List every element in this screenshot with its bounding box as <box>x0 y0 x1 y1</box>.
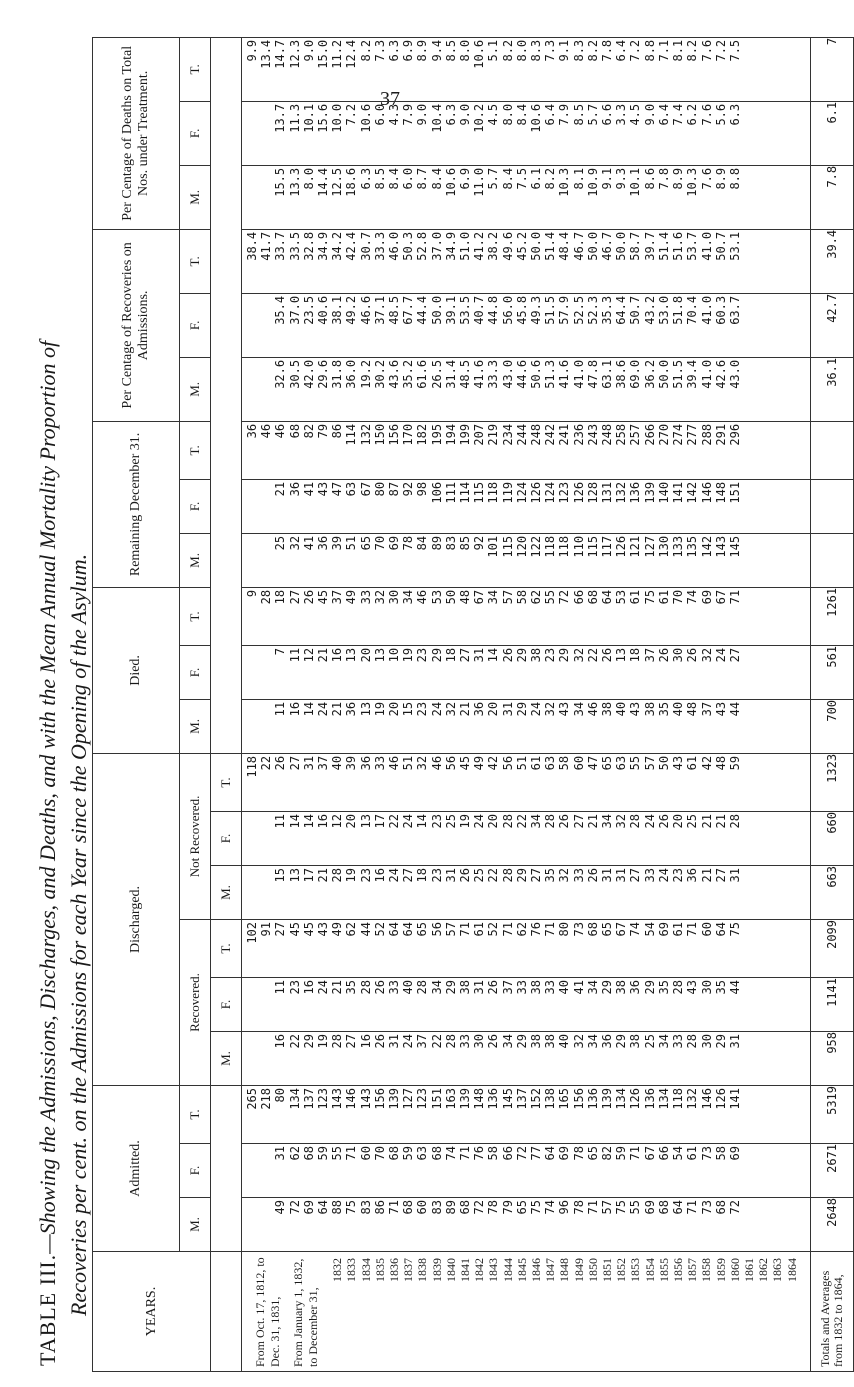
admitted-f-header: F. <box>180 1144 211 1198</box>
total-dthpct-f: 6.1 <box>811 101 854 165</box>
years-list: 1832 1833 1834 1835 1836 1837 1838 1839 1840 1841 1842 1843 1844 1845 1846 1847 1848 1849 1850 1851 1852 1853 1854 1855 1856 1857 1858 1859 1860 1861 1862 1863 1864 <box>330 1258 799 1282</box>
admitted-m-header: M. <box>180 1198 211 1252</box>
total-died-m: 700 <box>811 699 854 753</box>
total-dthpct-m: 7.8 <box>811 165 854 229</box>
recovered-f-values: 11 23 16 24 21 35 28 26 33 40 28 34 29 38 31 26 37 33 38 33 40 41 34 29 38 36 29 35 28 43 30 35 44 <box>273 979 742 995</box>
total-recpct-f: 42.7 <box>811 293 854 357</box>
died-t-header: T. <box>180 587 211 645</box>
recpct-m-header: M. <box>180 357 211 421</box>
period-1864-label: From January 1, 1832, to December 31, <box>291 1258 321 1367</box>
recpct-t-values: 38.4 41.7 33.7 33.5 32.8 34.9 34.2 42.4 30.7 33.3 46.0 50.3 52.8 37.0 34.9 51.0 41.2 38.2 49.6 45.2 50.0 51.4 48.4 46.7 50.0 46.7 50.0 58.7 39.7 51.4 51.6 53.7 41.0 50.7 53.1 <box>245 231 742 261</box>
not-rec-m-values: 15 13 17 21 28 19 23 16 24 27 18 23 31 26 25 22 28 29 27 35 32 33 26 31 31 27 33 24 23 36 21 27 31 <box>273 867 742 883</box>
totals-row <box>811 37 854 1371</box>
title-line-2: Recoveries per cent. on the Admissions for each Year since the Opening of the Asylum. <box>66 553 91 1316</box>
rem-t-header: T. <box>180 421 211 479</box>
recpct-t-header: T. <box>180 229 211 293</box>
not-rec-t-values: 118 22 26 27 31 37 40 39 36 33 46 51 32 46 56 45 49 42 56 51 61 63 58 60 47 65 63 55 57 50 43 61 42 48 59 <box>245 755 742 778</box>
total-dthpct-t: 7 <box>811 37 854 101</box>
title-line-1: —Showing the Admissions, Discharges, and Deaths, and with the Mean Annual Mortality Proportion of <box>35 340 60 1254</box>
page-number: 37 <box>380 88 400 110</box>
died-f-values: 7 11 12 21 16 13 20 13 10 19 23 29 18 27 31 14 26 29 38 23 29 32 22 26 13 18 37 26 30 26 32 24 27 <box>273 647 742 663</box>
rem-m-header: M. <box>180 533 211 587</box>
totals-label: Totals and Averages from 1832 to 1864, <box>811 1252 854 1372</box>
rem-m-values: 25 32 41 36 39 51 65 70 69 78 84 89 83 85 92 101 115 120 122 118 118 110 115 117 126 121 127 130 133 135 142 143 145 <box>273 535 742 558</box>
dthpct-t-values: 9.9 13.4 14.7 12.3 9.0 15.0 11.2 12.4 8.2 7.3 6.3 6.9 8.9 9.4 8.5 8.0 10.6 5.1 8.2 8.0 8.3 7.3 9.1 8.3 8.2 7.8 6.4 7.2 8.8 7.1 8.1 8.2 7.6 7.2 7.5 <box>245 39 742 69</box>
recpct-m-values: 32.6 30.5 42.0 29.6 31.8 36.0 19.2 30.2 43.6 35.2 61.6 26.5 31.4 48.5 41.6 33.3 43.0 44.6 50.6 51.3 41.6 41.0 47.8 63.1 38.6 69.0 36.2 50.0 51.5 39.4 41.0 42.6 43.0 <box>273 359 742 389</box>
admitted-f-values: 31 62 68 59 55 71 60 70 68 59 63 68 74 71 76 58 66 72 77 64 69 78 65 82 59 71 67 66 54 61 73 58 69 <box>273 1146 742 1161</box>
total-recovered-t: 2099 <box>811 919 854 977</box>
recovered-t-values: 102 91 27 45 45 43 49 62 44 52 64 64 65 56 57 71 61 52 71 62 76 71 80 73 68 65 67 74 54 69 61 71 60 64 75 <box>245 921 742 944</box>
admitted-spacer <box>211 1085 242 1251</box>
total-admitted-m: 2648 <box>811 1198 854 1252</box>
header-died: Died. <box>93 587 180 753</box>
recpct-f-header: F. <box>180 293 211 357</box>
died-f-header: F. <box>180 645 211 699</box>
total-died-t: 1261 <box>811 587 854 645</box>
header-not-recovered: Not Recovered. <box>180 753 211 919</box>
total-admitted-f: 2671 <box>811 1144 854 1198</box>
total-admitted-t: 5319 <box>811 1085 854 1143</box>
died-m-values: 11 16 14 24 21 36 13 19 20 15 23 24 32 21 36 20 31 29 24 32 43 34 46 38 40 43 38 35 40 48 37 43 44 <box>273 701 742 717</box>
recovered-f-header: F. <box>211 977 242 1031</box>
header-admitted: Admitted. <box>93 1085 180 1251</box>
not-rec-m-header: M. <box>211 865 242 919</box>
total-not-rec-m: 663 <box>811 865 854 919</box>
recovered-m-header: M. <box>211 1031 242 1085</box>
dthpct-m-values: 15.5 13.3 8.0 14.4 12.5 18.6 6.3 8.5 8.4 6.0 8.7 8.4 10.6 6.9 11.0 5.7 8.4 7.5 6.1 8.2 10.3 8.1 10.9 9.1 9.3 10.1 8.6 7.8 8.9 10.3 7.6 8.9 8.8 <box>273 167 742 197</box>
not-rec-t-header: T. <box>211 753 242 811</box>
statistics-table-rotated <box>92 37 845 1372</box>
not-rec-f-header: F. <box>211 811 242 865</box>
admitted-t-header: T. <box>180 1085 211 1143</box>
header-recovered: Recovered. <box>180 919 211 1085</box>
total-rem-t <box>811 421 854 479</box>
table-title <box>32 56 94 1366</box>
header-deaths-percentage: Per Centage of Deaths on Total Nos. under Treatment. <box>93 37 180 229</box>
total-not-rec-t: 1323 <box>811 753 854 811</box>
not-rec-f-values: 11 14 14 16 12 20 13 17 22 24 14 23 25 19 24 20 28 22 34 28 26 27 21 34 32 28 24 26 20 25 21 21 28 <box>273 813 742 829</box>
dthpct-m-header: M. <box>180 165 211 229</box>
total-recovered-m: 958 <box>811 1031 854 1085</box>
years-spacer <box>211 1252 242 1372</box>
total-died-f: 561 <box>811 645 854 699</box>
admitted-t-values: 265 218 80 134 137 123 143 146 143 156 139 127 123 151 163 139 148 136 145 137 152 138 165 156 136 139 134 126 136 134 118 132 146 126 141 <box>245 1087 742 1110</box>
died-t-values: 9 28 18 27 26 45 37 49 33 32 30 34 46 53 50 48 67 34 57 58 62 55 72 66 68 64 53 61 75 61 70 74 69 67 71 <box>245 589 742 605</box>
recpct-f-values: 35.4 37.0 23.5 40.6 38.1 49.2 46.6 37.1 48.5 67.7 44.4 50.0 39.1 53.5 40.7 44.8 56.0 45.8 49.3 51.5 57.9 52.5 52.3 35.3 64.4 50.7 43.2 53.0 51.8 70.4 41.0 60.3 63.7 <box>273 295 742 325</box>
rem-f-header: F. <box>180 479 211 533</box>
rem-f-values: 21 36 41 43 47 63 67 80 87 92 98 106 111 114 115 118 119 124 126 124 123 126 128 131 132 136 139 140 141 142 146 148 151 <box>273 481 742 504</box>
total-rem-m <box>811 533 854 587</box>
total-not-rec-f: 660 <box>811 811 854 865</box>
dthpct-f-values: 13.7 11.3 10.1 15.6 10.0 7.2 10.6 6.0 4.3 7.9 9.0 10.4 6.3 9.0 10.2 4.5 8.0 8.4 10.6 6.4 7.9 8.5 5.7 6.6 3.3 4.5 9.0 6.4 7.4 6.2 7.6 5.6 6.3 <box>273 103 742 133</box>
years-cell <box>242 1252 811 1372</box>
total-recpct-m: 36.1 <box>811 357 854 421</box>
rem-t-values: 36 46 46 68 82 79 86 114 132 150 156 170 182 195 194 199 207 219 234 244 248 242 241 236 243 248 258 257 266 270 274 277 288 291 296 <box>245 423 742 446</box>
total-recpct-t: 39.4 <box>811 229 854 293</box>
header-remaining: Remaining December 31. <box>93 421 180 587</box>
period-1832-label: From Oct. 17, 1812, to Dec. 31, 1831, <box>253 1257 283 1367</box>
statistics-table <box>92 37 854 1372</box>
recovered-t-header: T. <box>211 919 242 977</box>
header-recoveries-percentage: Per Centage of Recoveries on Admissions. <box>93 229 180 421</box>
right-spacer <box>211 37 242 753</box>
header-discharged: Discharged. <box>93 753 180 1085</box>
header-years: YEARS. <box>93 1252 211 1372</box>
total-rem-f <box>811 479 854 533</box>
admitted-m-values: 49 72 69 64 88 75 83 86 71 68 60 83 89 68 72 78 79 65 75 74 96 78 71 57 75 55 69 68 64 71 73 68 72 <box>273 1200 742 1215</box>
recovered-m-values: 16 22 29 19 28 27 16 26 31 24 37 22 28 33 30 26 34 29 38 38 40 32 34 36 29 38 25 34 33 28 30 29 31 <box>273 1033 742 1049</box>
table-row <box>242 37 811 1371</box>
table-number: TABLE III. <box>35 1253 60 1366</box>
total-recovered-f: 1141 <box>811 977 854 1031</box>
dthpct-t-header: T. <box>180 37 211 101</box>
died-m-header: M. <box>180 699 211 753</box>
dthpct-f-header: F. <box>180 101 211 165</box>
